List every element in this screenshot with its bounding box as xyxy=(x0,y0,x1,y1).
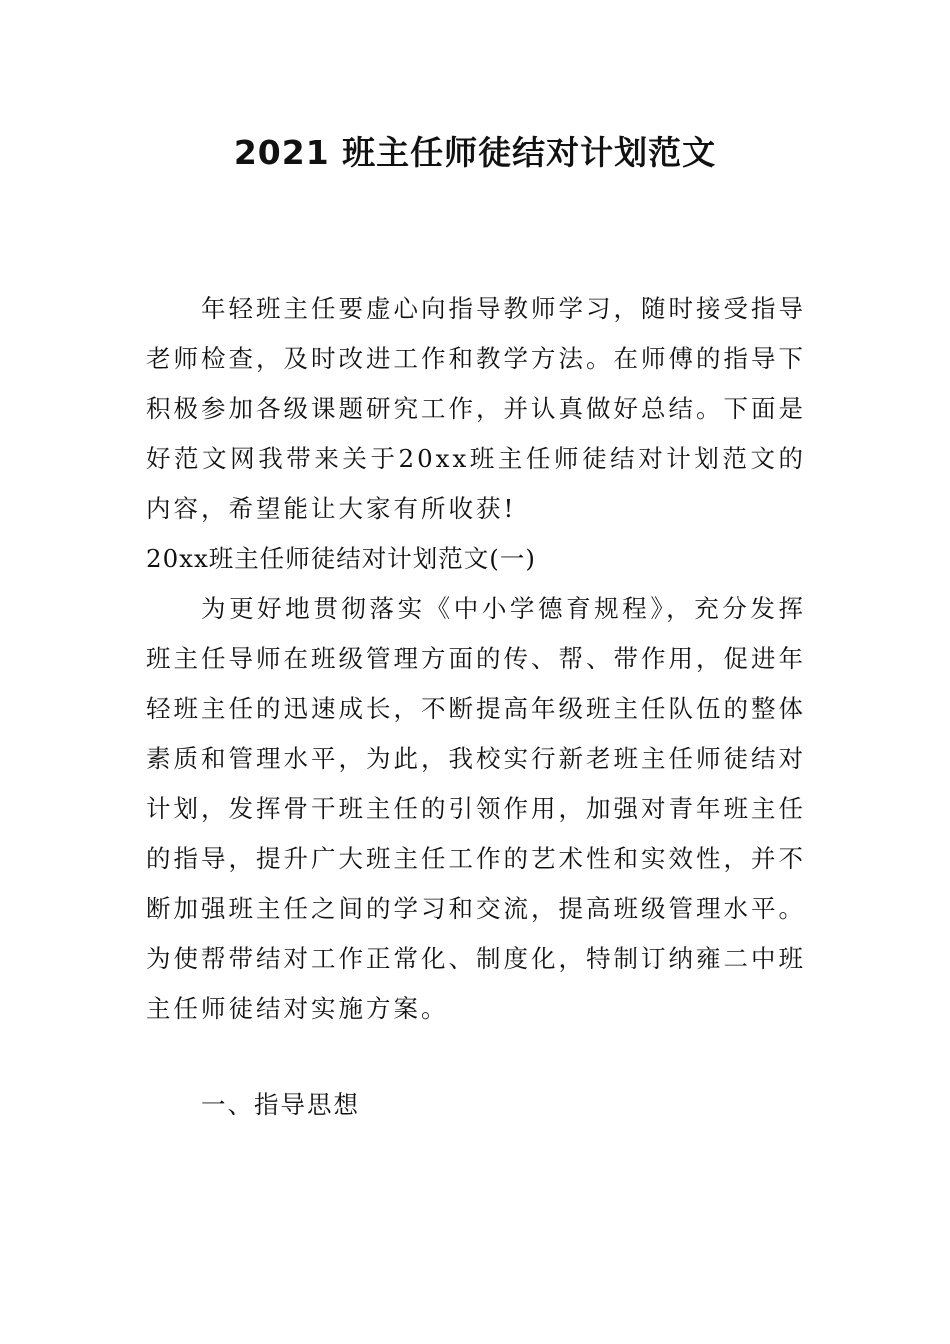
body-paragraph-1: 为更好地贯彻落实《中小学德育规程》，充分发挥班主任导师在班级管理方面的传、帮、带作用，促进年轻班主任的迅速成长，不断提高年级班主任队伍的整体素质和管理水平，为此，我校实行新老班主任师徒结对计划，发挥骨干班主任的引领作用，加强对青年班主任的指导，提升广大班主任工作的艺术性和实效性，并不断加强班主任之间的学习和交流，提高班级管理水平。为使帮带结对工作正常化、制度化，特制订纳雍二中班主任师徒结对实施方案。 xyxy=(146,594,806,1023)
subheading-fanwen-1: 20xx班主任师徒结对计划范文(一) xyxy=(146,544,536,573)
section-heading-guiding-thought: 一、指导思想 xyxy=(201,1090,360,1119)
intro-paragraph: 年轻班主任要虚心向指导教师学习，随时接受指导老师检查，及时改进工作和教学方法。在师傅的指导下积极参加各级课题研究工作，并认真做好总结。下面是好范文网我带来关于20xx班主任师徒结对计划范文的内容，希望能让大家有所收获! xyxy=(146,294,806,523)
document-title: 2021 班主任师徒结对计划范文 xyxy=(233,133,717,172)
